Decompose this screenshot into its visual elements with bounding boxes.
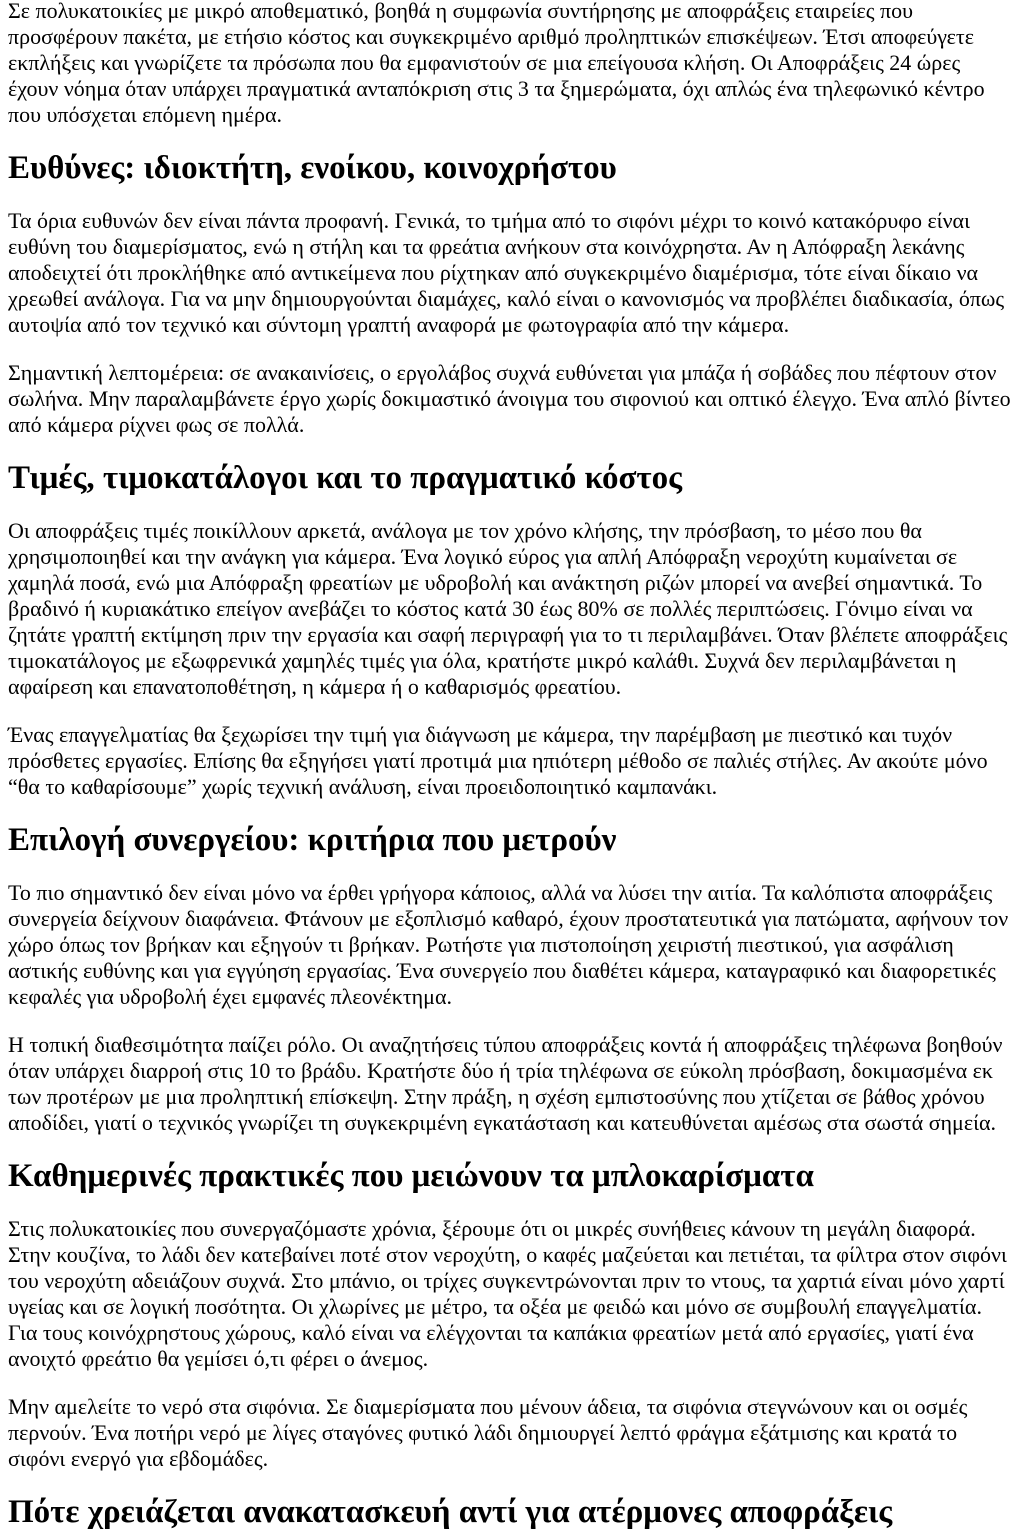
article-paragraph: Μην αμελείτε το νερό στα σιφόνια. Σε διαμερίσματα που μένουν άδεια, τα σιφόνια στεγνώνουν και οι οσμές περνούν. Ένα ποτήρι νερό με λίγες σταγόνες φυτικό λάδι δημιουργεί λεπτό φράγμα εξάτμισης και κρατά το σιφόνι ενεργό για εβδομάδες. bbox=[8, 1394, 968, 1471]
section-heading: Πότε χρειάζεται ανακατασκευή αντί για ατέρμονες αποφράξεις bbox=[8, 1494, 893, 1530]
article-paragraph: Σε πολυκατοικίες με μικρό αποθεματικό, βοηθά η συμφωνία συντήρησης με αποφράξεις εταιρείες που προσφέρουν πακέτα, με ετήσιο κόστος και συγκεκριμένο αριθμό προληπτικών επισκέψεων. Έτσι αποφεύγετε εκπλήξεις και γνωρίζετε τα πρόσωπα που θα εμφανιστούν σε μια επείγουσα κλήση. Οι Αποφράξεις 24 ώρες έχουν νόημα όταν υπάρχει πραγματικά ανταπόκριση στις 3 τα ξημερώματα, όχι απλώς ένα τηλεφωνικό κέντρο που υπόσχεται επόμενη ημέρα. bbox=[8, 0, 985, 127]
article-paragraph: Σημαντική λεπτομέρεια: σε ανακαινίσεις, ο εργολάβος συχνά ευθύνεται για μπάζα ή σοβάδες που πέφτουν στον σωλήνα. Μην παραλαμβάνετε έργο χωρίς δοκιμαστικό άνοιγμα του σιφονιού και οπτικό έλεγχο. Ένα απλό βίντεο από κάμερα ρίχνει φως σε πολλά. bbox=[8, 360, 1011, 437]
section-heading: Επιλογή συνεργείου: κριτήρια που μετρούν bbox=[8, 822, 617, 858]
article-paragraph: Το πιο σημαντικό δεν είναι μόνο να έρθει γρήγορα κάποιος, αλλά να λύσει την αιτία. Τα καλόπιστα αποφράξεις συνεργεία δείχνουν διαφάνεια. Φτάνουν με εξοπλισμό καθαρό, έχουν προστατευτικά για πατώματα, αφήνουν τον χώρο όπως τον βρήκαν και εξηγούν τι βρήκαν. Ρωτήστε για πιστοποίηση χειριστή πιεστικού, για ασφάλιση αστικής ευθύνης και για εγγύηση εργασίας. Ένα συνεργείο που διαθέτει κάμερα, καταγραφικό και διαφορετικές κεφαλές για υδροβολή έχει εμφανές πλεονέκτημα. bbox=[8, 880, 1009, 1009]
article-paragraph: Στις πολυκατοικίες που συνεργαζόμαστε χρόνια, ξέρουμε ότι οι μικρές συνήθειες κάνουν τη μεγάλη διαφορά. Στην κουζίνα, το λάδι δεν κατεβαίνει ποτέ στον νεροχύτη, ο καφές μαζεύεται και πετιέται, τα φίλτρα στον σιφόνι του νεροχύτη αδειάζουν συχνά. Στο μπάνιο, οι τρίχες συγκεντρώνονται πριν το ντους, τα χαρτιά είναι μόνο χαρτί υγείας και σε λογική ποσότητα. Οι χλωρίνες με μέτρο, τα οξέα με φειδώ και μόνο σε συμβουλή επαγγελματία. Για τους κοινόχρηστους χώρους, καλό είναι να ελέγχονται τα καπάκια φρεατίων μετά από εργασίες, γιατί ένα ανοιχτό φρεάτιο θα γεμίσει ό,τι φέρει ο άνεμος. bbox=[8, 1216, 1007, 1371]
section-heading: Τιμές, τιμοκατάλογοι και το πραγματικό κόστος bbox=[8, 460, 683, 496]
article-paragraph: Οι αποφράξεις τιμές ποικίλλουν αρκετά, ανάλογα με τον χρόνο κλήσης, την πρόσβαση, το μέσο που θα χρησιμοποιηθεί και την ανάγκη για κάμερα. Ένα λογικό εύρος για απλή Απόφραξη νεροχύτη κυμαίνεται σε χαμηλά ποσά, ενώ μια Απόφραξη φρεατίων με υδροβολή και ανάκτηση ριζών μπορεί να ανεβεί σημαντικά. Το βραδινό ή κυριακάτικο επείγον ανεβάζει το κόστος κατά 30 έως 80% σε πολλές περιπτώσεις. Γόνιμο είναι να ζητάτε γραπτή εκτίμηση πριν την εργασία και σαφή περιγραφή για το τι περιλαμβάνει. Όταν βλέπετε αποφράξεις τιμοκατάλογος με εξωφρενικά χαμηλές τιμές για όλα, κρατήστε μικρό καλάθι. Συχνά δεν περιλαμβάνεται η αφαίρεση και επανατοποθέτηση, η κάμερα ή ο καθαρισμός φρεατίου. bbox=[8, 518, 1008, 699]
article-paragraph: Ένας επαγγελματίας θα ξεχωρίσει την τιμή για διάγνωση με κάμερα, την παρέμβαση με πιεστικό και τυχόν πρόσθετες εργασίες. Επίσης θα εξηγήσει γιατί προτιμά μια ηπιότερη μέθοδο σε παλιές στήλες. Αν ακούτε μόνο “θα το καθαρίσουμε” χωρίς τεχνική ανάλυση, είναι προειδοποιητικό καμπανάκι. bbox=[8, 722, 988, 799]
article-paragraph: Τα όρια ευθυνών δεν είναι πάντα προφανή. Γενικά, το τμήμα από το σιφόνι μέχρι το κοινό κατακόρυφο είναι ευθύνη του διαμερίσματος, ενώ η στήλη και τα φρεάτια ανήκουν στα κοινόχρηστα. Αν η Απόφραξη λεκάνης αποδειχτεί ότι προκλήθηκε από αντικείμενα που ρίχτηκαν από συγκεκριμένο διαμέρισμα, τότε είναι δίκαιο να χρεωθεί ανάλογα. Για να μην δημιουργούνται διαμάχες, καλό είναι ο κανονισμός να προβλέπει διαδικασία, όπως αυτοψία από τον τεχνικό και σύντομη γραπτή αναφορά με φωτογραφία από την κάμερα. bbox=[8, 208, 1005, 337]
section-heading: Καθημερινές πρακτικές που μειώνουν τα μπλοκαρίσματα bbox=[8, 1158, 814, 1194]
section-heading: Ευθύνες: ιδιοκτήτη, ενοίκου, κοινοχρήστου bbox=[8, 150, 617, 186]
article-paragraph: Η τοπική διαθεσιμότητα παίζει ρόλο. Οι αναζητήσεις τύπου αποφράξεις κοντά ή αποφράξεις τηλέφωνα βοηθούν όταν υπάρχει διαρροή στις 10 το βράδυ. Κρατήστε δύο ή τρία τηλέφωνα σε εύκολη πρόσβαση, δοκιμασμένα εκ των προτέρων με μια προληπτική επίσκεψη. Στην πράξη, η σχέση εμπιστοσύνης που χτίζεται σε βάθος χρόνου αποδίδει, γιατί ο τεχνικός γνωρίζει τη συγκεκριμένη εγκατάσταση και κατευθύνεται αμέσως στα σωστά σημεία. bbox=[8, 1032, 1003, 1135]
